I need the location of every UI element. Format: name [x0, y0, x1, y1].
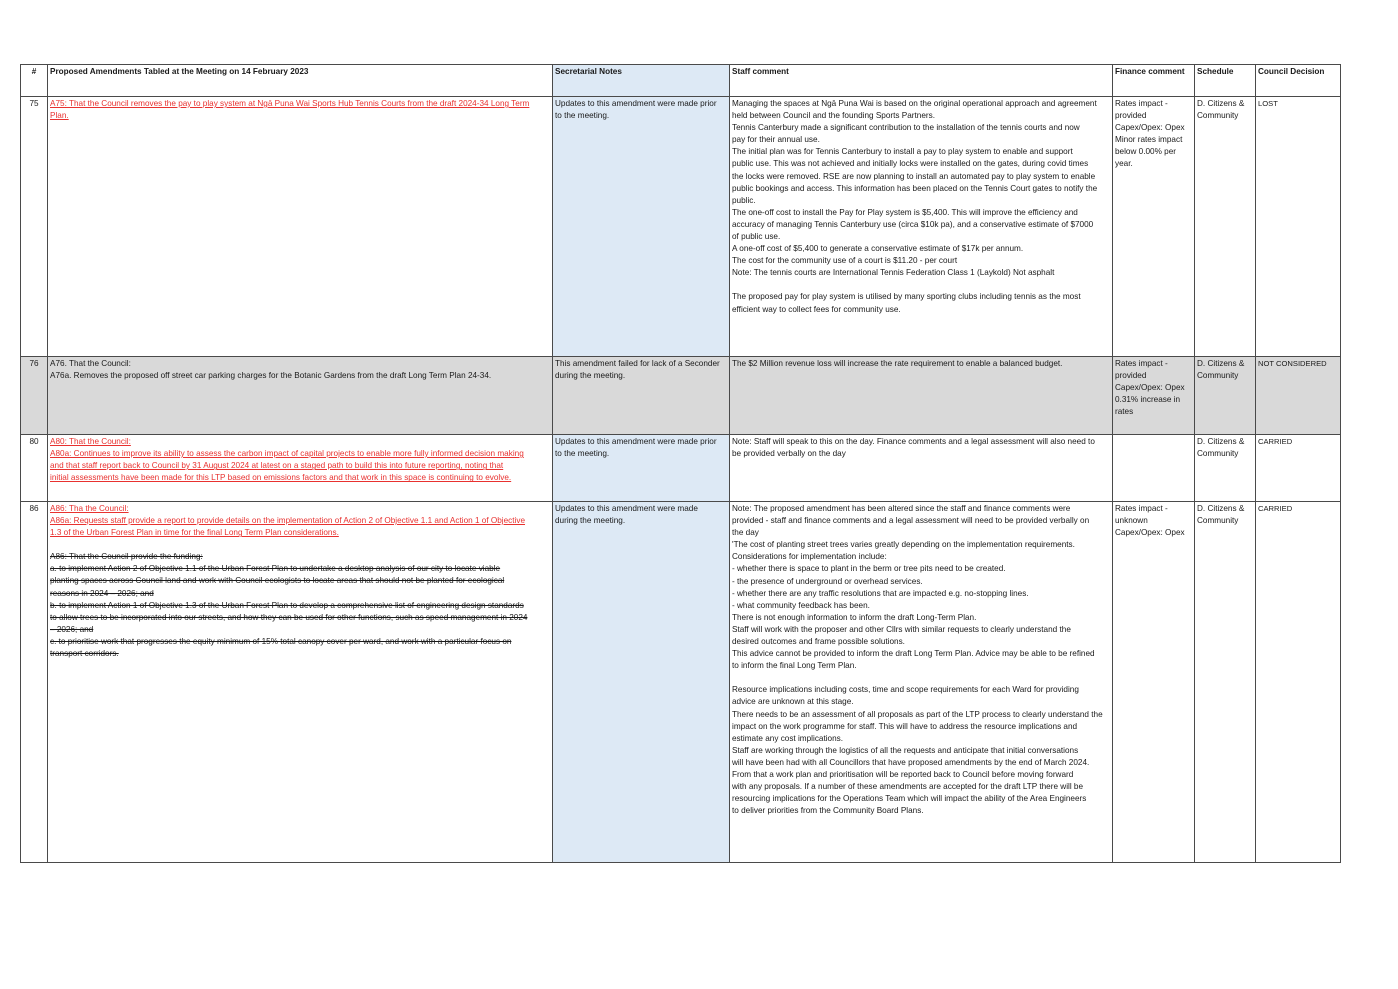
schedule-text: D. Citizens &: [1197, 437, 1245, 446]
schedule-text: D. Citizens &: [1197, 99, 1245, 108]
staff-comment: Staff are working through the logistics of all the requests and anticipate that initial conversations: [732, 745, 1079, 755]
staff-comment: the locks were removed. RSE are now planning to install an automated pay to play system to enable: [732, 171, 1096, 181]
struck-amendment-text: – 2026; and: [50, 624, 94, 634]
finance-comment: Capex/Opex: Opex: [1115, 528, 1185, 538]
staff-comment: be provided verbally on the day: [732, 449, 846, 459]
staff-cell: [730, 97, 1113, 357]
secretarial-note: Updates to this amendment were made prior: [555, 437, 717, 446]
finance-comment: year.: [1115, 159, 1133, 169]
finance-comment: 0.31% increase in: [1115, 395, 1181, 405]
finance-comment: Rates impact -: [1115, 359, 1168, 368]
header-proposed: Proposed Amendments Tabled at the Meeting on 14 February 2023: [48, 65, 553, 97]
staff-comment: desired outcomes and frame possible solutions.: [732, 637, 905, 647]
staff-comment: pay for their annual use.: [732, 135, 820, 145]
staff-cell: [730, 435, 1113, 502]
decision-cell: CARRIED: [1256, 435, 1341, 502]
schedule-text: D. Citizens &: [1197, 359, 1245, 368]
staff-comment: provided - staff and finance comments and a legal assessment will need to be provided verbally on: [732, 516, 1090, 526]
header-staff: Staff comment: [730, 65, 1113, 97]
row-number: 76: [21, 357, 48, 435]
staff-comment: Managing the spaces at Ngā Puna Wai is based on the original operational approach and agreement: [732, 99, 1097, 108]
amendment-text: initial assessments have been made for this LTP based on emissions factors and that work in this space is continuing to evolve.: [50, 473, 512, 483]
staff-comment: This advice cannot be provided to inform the draft Long Term Plan. Advice may be able to be refined: [732, 649, 1095, 659]
struck-amendment-text: reasons in 2024 – 2026; and: [50, 588, 154, 598]
secretarial-note: during the meeting.: [555, 516, 626, 526]
finance-cell: [1113, 435, 1195, 502]
blank-line: [50, 539, 550, 551]
staff-comment: The $2 Million revenue loss will increase the rate requirement to enable a balanced budget.: [732, 359, 1063, 368]
header-secretarial: Secretarial Notes: [553, 65, 730, 97]
amendment-text: A75: That the Council removes the pay to play system at Ngā Puna Wai Sports Hub Tennis Courts from the draft 2024-34 Long Term: [50, 99, 530, 108]
finance-comment: Minor rates impact: [1115, 135, 1183, 145]
staff-comment: to inform the final Long Term Plan.: [732, 661, 857, 671]
secretarial-note: to the meeting.: [555, 449, 610, 459]
finance-cell: [1113, 357, 1195, 435]
staff-comment: Staff will work with the proposer and other Cllrs with similar requests to clearly understand the: [732, 624, 1071, 634]
amendment-text: A76a. Removes the proposed off street car parking charges for the Botanic Gardens from the draft Long Term Plan 24-34.: [50, 371, 492, 381]
amendment-text: A86: Tha the Council:: [50, 504, 129, 513]
staff-comment: to deliver priorities from the Community Board Plans.: [732, 806, 924, 816]
staff-cell: [730, 502, 1113, 863]
staff-comment: - whether there are any traffic resolutions that are impacted e.g. no-stopping lines.: [732, 588, 1029, 598]
amendment-text: Plan.: [50, 111, 69, 121]
table-row: [21, 435, 1341, 502]
staff-comment: A one-off cost of $5,400 to generate a conservative estimate of $17k per annum.: [732, 244, 1024, 254]
schedule-cell: [1195, 502, 1256, 863]
staff-comment: public use. This was not achieved and initially locks were installed on the gates, during covid times: [732, 159, 1089, 169]
staff-comment: The initial plan was for Tennis Canterbury to install a pay to play system to enable and support: [732, 147, 1073, 157]
secretarial-note: This amendment failed for lack of a Seconder: [555, 359, 720, 368]
schedule-text: Community: [1197, 111, 1239, 121]
table-row: [21, 502, 1341, 863]
staff-comment: with any proposals. If a number of these amendments are accepted for the draft LTP there will be: [732, 782, 1084, 792]
schedule-text: Community: [1197, 449, 1239, 459]
staff-cell: [730, 357, 1113, 435]
staff-comment: - what community feedback has been.: [732, 600, 870, 610]
staff-comment: held between Council and the founding Sports Partners.: [732, 111, 936, 121]
staff-comment: Note: The tennis courts are International Tennis Federation Class 1 (Laykold) Not asphalt: [732, 268, 1055, 278]
secretarial-cell: [553, 357, 730, 435]
proposed-cell: [48, 97, 553, 357]
staff-comment: of public use.: [732, 232, 781, 242]
secretarial-note: Updates to this amendment were made prior: [555, 99, 717, 108]
row-number: 86: [21, 502, 48, 863]
staff-comment: the day: [732, 528, 759, 538]
finance-comment: Rates impact -: [1115, 99, 1168, 108]
row-number: 80: [21, 435, 48, 502]
staff-comment: accuracy of managing Tennis Canterbury use (circa $10k pa), and a conservative estimate of $7000: [732, 219, 1094, 229]
secretarial-note: to the meeting.: [555, 111, 610, 121]
staff-comment: - whether there is space to plant in the berm or tree pits need to be created.: [732, 564, 1006, 574]
staff-comment: - the presence of underground or overhead services.: [732, 576, 923, 586]
header-finance: Finance comment: [1113, 65, 1195, 97]
staff-comment: The cost for the community use of a court is $11.20 - per court: [732, 256, 958, 266]
proposed-cell: [48, 357, 553, 435]
finance-cell: [1113, 97, 1195, 357]
staff-comment: Considerations for implementation include:: [732, 552, 887, 562]
secretarial-cell: [553, 502, 730, 863]
schedule-text: D. Citizens &: [1197, 504, 1245, 513]
staff-comment: The proposed pay for play system is utilised by many sporting clubs including tennis as the most: [732, 292, 1081, 302]
table-row: [21, 357, 1341, 435]
struck-amendment-text: to allow trees to be incorporated into our streets, and how they can be used for other functions, such as speed management in 2024: [50, 612, 528, 622]
proposed-cell: [48, 502, 553, 863]
staff-comment: Tennis Canterbury made a significant contribution to the installation of the tennis courts and now: [732, 123, 1080, 133]
staff-comment: 'The cost of planting street trees varies greatly depending on the implementation requirements.: [732, 540, 1075, 550]
struck-amendment-text: b. to implement Action 1 of Objective 1.3 of the Urban Forest Plan to develop a comprehensive list of engineering design standards: [50, 600, 524, 610]
amendments-table: [20, 64, 1341, 863]
amendment-text: A80a: Continues to improve its ability to assess the carbon impact of capital projects to enable more fully informed decision making: [50, 449, 524, 459]
finance-comment: below 0.00% per: [1115, 147, 1176, 157]
finance-comment: provided: [1115, 111, 1147, 121]
staff-comment: efficient way to collect fees for community use.: [732, 304, 901, 314]
header-decision: Council Decision: [1256, 65, 1341, 97]
finance-comment: unknown: [1115, 516, 1148, 526]
staff-comment: There is not enough information to inform the draft Long-Term Plan.: [732, 612, 977, 622]
header-schedule: Schedule: [1195, 65, 1256, 97]
staff-comment: advice are unknown at this stage.: [732, 697, 854, 707]
staff-comment: will have been had with all Councillors that have proposed amendments by the end of March 2024.: [732, 757, 1090, 767]
finance-comment: rates: [1115, 407, 1134, 417]
staff-comment: public.: [732, 195, 756, 205]
staff-comment: From that a work plan and prioritisation will be reported back to Council before moving forward: [732, 769, 1074, 779]
decision-cell: CARRIED: [1256, 502, 1341, 863]
amendment-text: and that staff report back to Council by 31 August 2024 at latest on a staged path to build this into future reporting, noting that: [50, 461, 504, 471]
proposed-cell: [48, 435, 553, 502]
staff-comment: The one-off cost to install the Pay for Play system is $5,400. This will improve the efficiency and: [732, 207, 1078, 217]
decision-cell: NOT CONSIDERED: [1256, 357, 1341, 435]
staff-comment: Resource implications including costs, time and scope requirements for each Ward for providing: [732, 685, 1079, 695]
table-row: [21, 97, 1341, 357]
schedule-cell: [1195, 357, 1256, 435]
staff-comment: public bookings and access. This information has been placed on the Tennis Court gates to notify the: [732, 183, 1098, 193]
finance-comment: Capex/Opex: Opex: [1115, 383, 1185, 393]
schedule-text: Community: [1197, 371, 1239, 381]
amendment-text: 1.3 of the Urban Forest Plan in time for the final Long Term Plan considerations.: [50, 528, 339, 538]
struck-amendment-text: planting spaces across Council land and work with Council ecologists to locate areas that should not be planted for ecological: [50, 576, 505, 586]
decision-cell: LOST: [1256, 97, 1341, 357]
blank-line: [732, 672, 1110, 684]
struck-amendment-text: A86: That the Council provide the funding:: [50, 552, 203, 562]
schedule-text: Community: [1197, 516, 1239, 526]
secretarial-cell: [553, 97, 730, 357]
struck-amendment-text: transport corridors.: [50, 649, 119, 659]
header-row: [21, 65, 1341, 97]
amendment-text: A76. That the Council:: [50, 359, 131, 368]
row-number: 75: [21, 97, 48, 357]
header-num: #: [21, 65, 48, 97]
secretarial-note: during the meeting.: [555, 371, 626, 381]
staff-comment: impact on the work programme for staff. This will have to address the resource implications and: [732, 721, 1078, 731]
staff-comment: resourcing implications for the Operations Team which will impact the ability of the Area Engineers: [732, 794, 1087, 804]
finance-cell: [1113, 502, 1195, 863]
schedule-cell: [1195, 97, 1256, 357]
staff-comment: Note: The proposed amendment has been altered since the staff and finance comments were: [732, 504, 1071, 513]
schedule-cell: [1195, 435, 1256, 502]
blank-line: [732, 279, 1110, 291]
staff-comment: estimate any cost implications.: [732, 733, 844, 743]
finance-comment: provided: [1115, 371, 1147, 381]
struck-amendment-text: a. to implement Action 2 of Objective 1.1 of the Urban Forest Plan to undertake a desktop analysis of our city to locate viable: [50, 564, 501, 574]
staff-comment: There needs to be an assessment of all proposals as part of the LTP process to clearly understand the: [732, 709, 1103, 719]
struck-amendment-text: c. to prioritise work that progresses the equity minimum of 15% total canopy cover per ward, and work with a particular focus on: [50, 636, 512, 646]
staff-comment: Note: Staff will speak to this on the day. Finance comments and a legal assessment will also need to: [732, 437, 1095, 446]
secretarial-cell: [553, 435, 730, 502]
amendment-text: A80: That the Council:: [50, 437, 131, 446]
amendment-text: A86a: Requests staff provide a report to provide details on the implementation of Action 2 of Objective 1.1 and Action 1 of Objective: [50, 516, 526, 526]
secretarial-note: Updates to this amendment were made: [555, 504, 698, 513]
finance-comment: Rates impact -: [1115, 504, 1168, 513]
finance-comment: Capex/Opex: Opex: [1115, 123, 1185, 133]
